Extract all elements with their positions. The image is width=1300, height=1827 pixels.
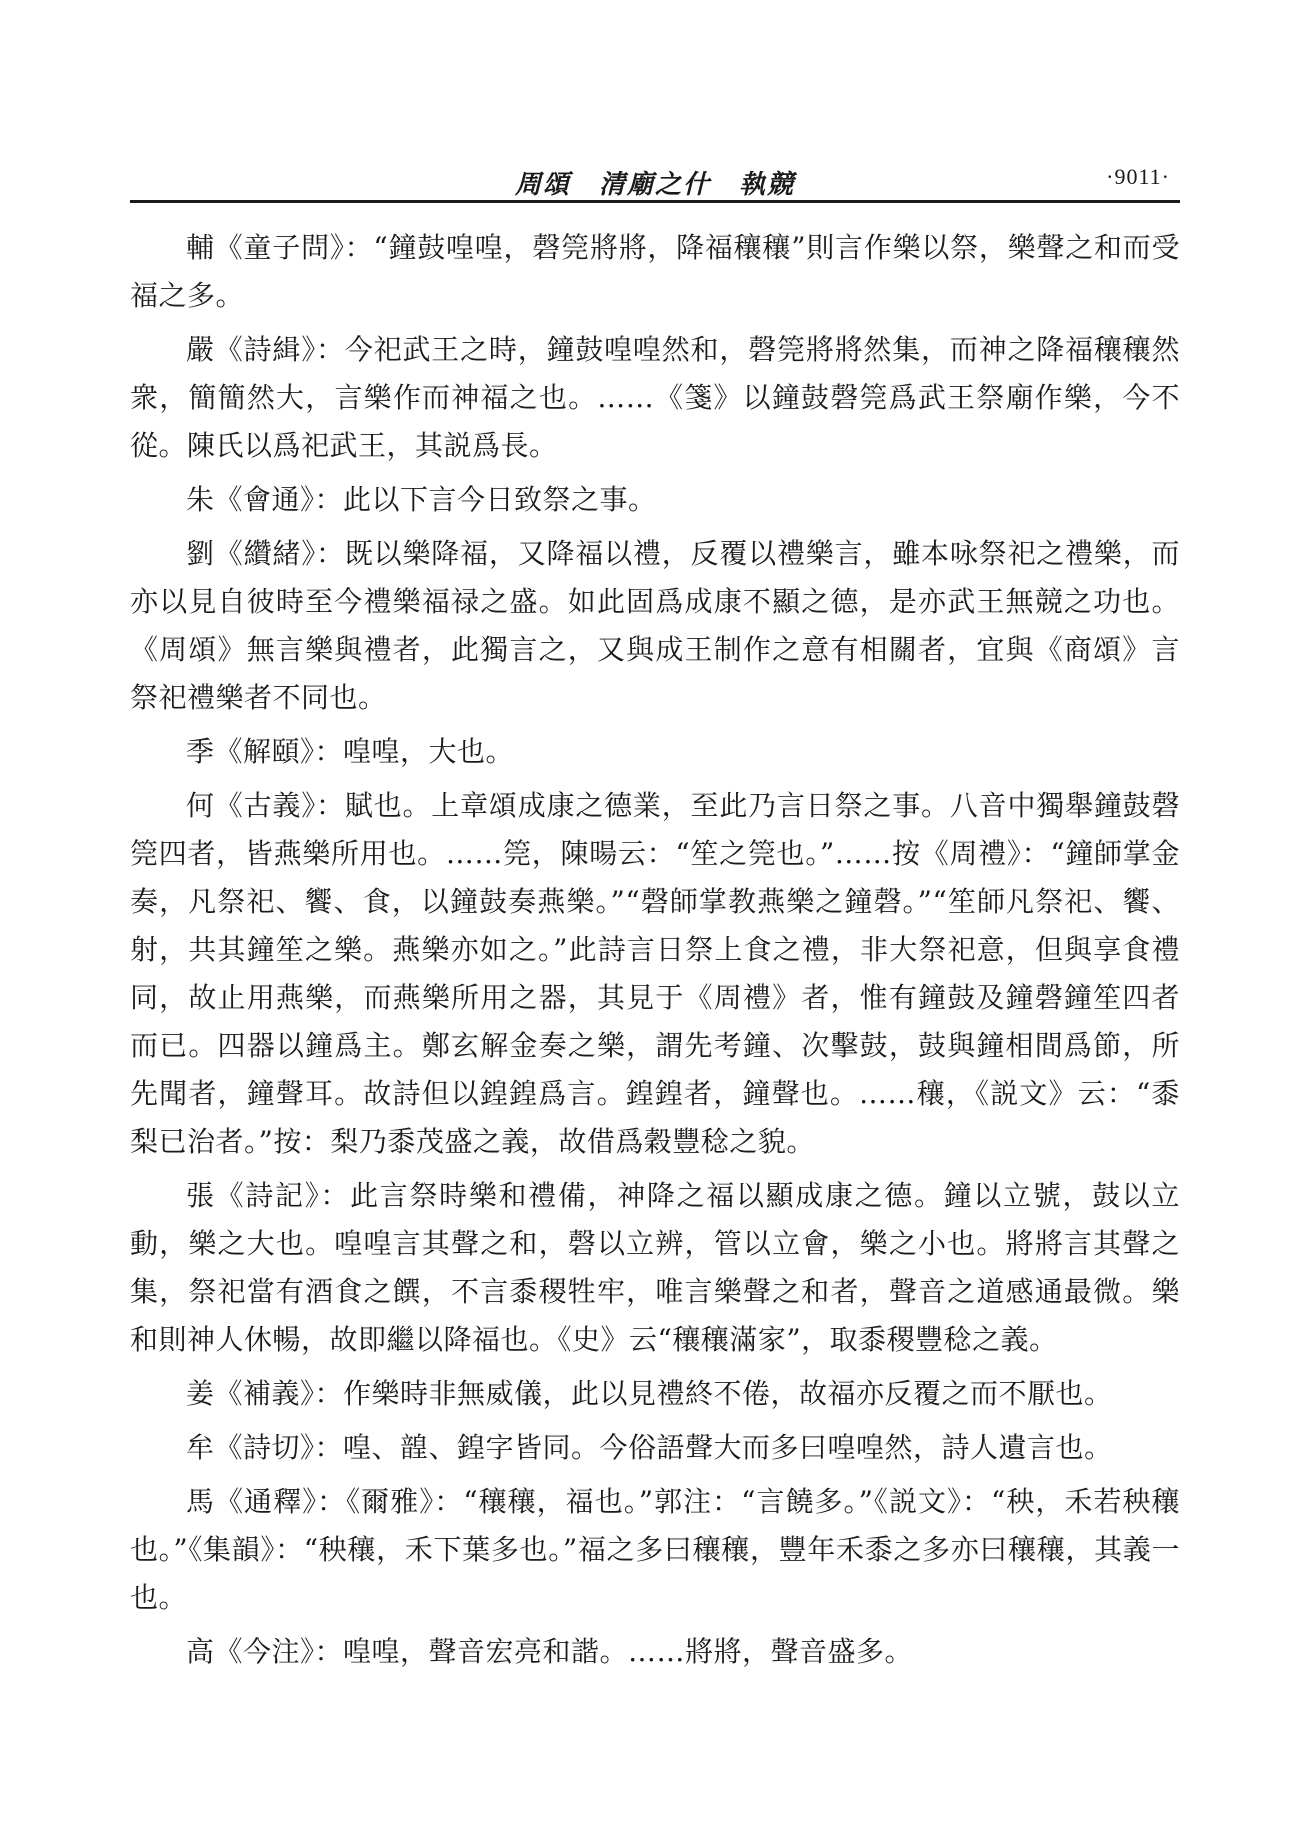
paragraph-jiang: 姜《補義》：作樂時非無威儀，此以見禮終不倦，故福亦反覆之而不厭也。 — [186, 1377, 1113, 1410]
running-header — [130, 152, 1180, 202]
body-text — [130, 224, 1180, 1682]
paragraph-zhang: 張《詩記》：此言祭時樂和禮備，神降之福以顯成康之德。鐘以立號，鼓以立動，樂之大也。喤喤言其聲之和，磬以立辨，管以立會，樂之小也。將將言其聲之集，祭祀當有酒食之饌，不言黍稷牲牢，唯言樂聲之和者，聲音之道感通最微。樂和則神人休暢，故即繼以降福也。《史》云“穰穰滿家”，取黍稷豐稔之義。 — [130, 1179, 1180, 1356]
paragraph-fu: 輔《童子問》：“鐘鼓喤喤，磬筦將將，降福穰穰”則言作樂以祭，樂聲之和而受福之多。 — [130, 231, 1180, 312]
paragraph-ji: 季《解頤》：喤喤，大也。 — [186, 735, 515, 768]
paragraph-he: 何《古義》：賦也。上章頌成康之德業，至此乃言日祭之事。八音中獨舉鐘鼓磬筦四者，皆燕樂所用也。……筦，陳暘云：“笙之筦也。”……按《周禮》：“鐘師掌金奏，凡祭祀、饗、食，以鐘鼓奏燕樂。”“磬師掌教燕樂之鐘磬。”“笙師凡祭祀、饗、射，共其鐘笙之樂。燕樂亦如之。”此詩言日祭上食之禮，非大祭祀意，但與享食禮同，故止用燕樂，而燕樂所用之器，其見于《周禮》者，惟有鐘鼓及鐘磬鐘笙四者而已。四器以鐘爲主。鄭玄解金奏之樂，謂先考鐘、次擊鼓，鼓與鐘相間爲節，所先聞者，鐘聲耳。故詩但以鍠鍠爲言。鍠鍠者，鐘聲也。……穰，《説文》云：“黍梨已治者。”按：梨乃黍茂盛之義，故借爲穀豐稔之貌。 — [130, 789, 1180, 1158]
header-rule — [130, 200, 1180, 203]
paragraph-mou: 牟《詩切》：喤、韹、鍠字皆同。今俗語聲大而多曰喤喤然，詩人遺言也。 — [186, 1431, 1113, 1464]
paragraph-liu: 劉《纘緒》：既以樂降福，又降福以禮，反覆以禮樂言，雖本咏祭祀之禮樂，而亦以見自彼時至今禮樂福禄之盛。如此固爲成康不顯之德，是亦武王無競之功也。《周頌》無言樂與禮者，此獨言之，又與成王制作之意有相關者，宜與《商頌》言祭祀禮樂者不同也。 — [130, 537, 1180, 714]
page-number: ·9011· — [1106, 164, 1170, 189]
paragraph-zhu: 朱《會通》：此以下言今日致祭之事。 — [186, 483, 657, 516]
paragraph-gao: 高《今注》：喤喤，聲音宏亮和諧。……將將，聲音盛多。 — [186, 1635, 914, 1668]
header-title: 周頌 清廟之什 執競 — [514, 170, 795, 200]
paragraph-ma: 馬《通釋》：《爾雅》：“穰穰，福也。”郭注：“言饒多。”《説文》：“秧，禾若秧穰也。”《集韻》：“秧穰，禾下葉多也。”福之多曰穰穰，豐年禾黍之多亦曰穰穰，其義一也。 — [130, 1485, 1180, 1614]
paragraph-yan: 嚴《詩緝》：今祀武王之時，鐘鼓喤喤然和，磬筦將將然集，而神之降福穰穰然衆，簡簡然大，言樂作而神福之也。……《箋》以鐘鼓磬筦爲武王祭廟作樂，今不從。陳氏以爲祀武王，其説爲長。 — [130, 333, 1180, 462]
